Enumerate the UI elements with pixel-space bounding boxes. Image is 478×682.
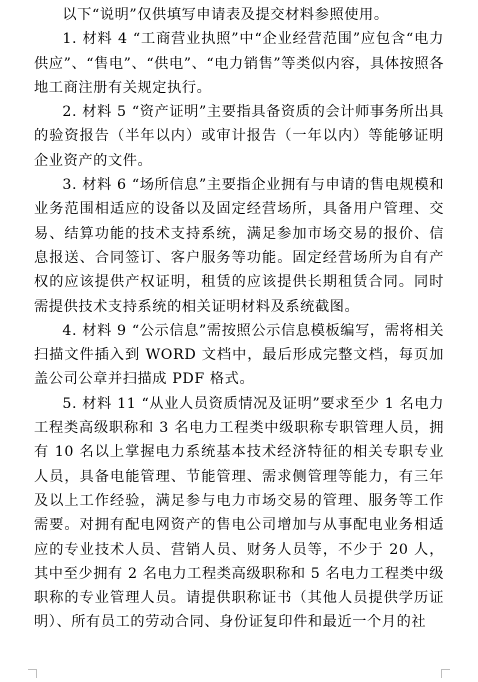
page-corner-mark-left: [28, 669, 37, 678]
note-5-staff-qualifications: 5. 材料 11 “从业人员资质情况及证明”要求至少 1 名电力工程类高级职称和 3 名电力工程类中级职称专职管理人员，拥有 10 名以上掌握电力系统基本技术经济特征的相关专职专业人员，具备电能管理、节能管理、需求侧管理等能力，有三年及以上工作经验，满足参与电力市场交易的管理、服务等工作需要。对拥有配电网资产的售电公司增加与从事配电业务相适应的专业技术人员、营销人员、财务人员等，不少于 20 人，其中至少拥有 2 名电力工程类高级职称和 5 名电力工程类中级职称的专业管理人员。请提供职称证书（其他人员提供学历证明）、所有员工的劳动合同、身份证复印件和最近一个月的社: [34, 395, 444, 631]
page-corner-mark-right: [441, 669, 450, 678]
note-3-premises-info: 3. 材料 6 “场所信息”主要指企业拥有与申请的售电规模和业务范围相适应的设备以及固定经营场所，具备用户管理、交易、结算功能的技术支持系统，满足参加市场交易的报价、信息报送、合同签订、客户服务等功能。固定经营场所为自有产权的应该提供产权证明，租赁的应该提供长期租赁合同。同时需提供技术支持系统的相关证明材料及系统截图。: [34, 177, 444, 315]
note-2-asset-proof: 2. 材料 5 “资产证明”主要指具备资质的会计师事务所出具的验资报告（半年以内）或审计报告（一年以内）等能够证明企业资产的文件。: [34, 104, 444, 169]
intro-paragraph: 以下“说明”仅供填写申请表及提交材料参照使用。: [62, 7, 389, 23]
note-4-public-info: 4. 材料 9 “公示信息”需按照公示信息模板编写，需将相关扫描文件插入到 WORD 文档中，最后形成完整文档，每页加盖公司公章并扫描成 PDF 格式。: [34, 322, 444, 388]
note-1-business-license: 1. 材料 4 “工商营业执照”中“企业经营范围”应包含“电力供应”、“售电”、“供电”、“电力销售”等类似内容，具体按照各地工商注册有关规定执行。: [34, 31, 444, 96]
